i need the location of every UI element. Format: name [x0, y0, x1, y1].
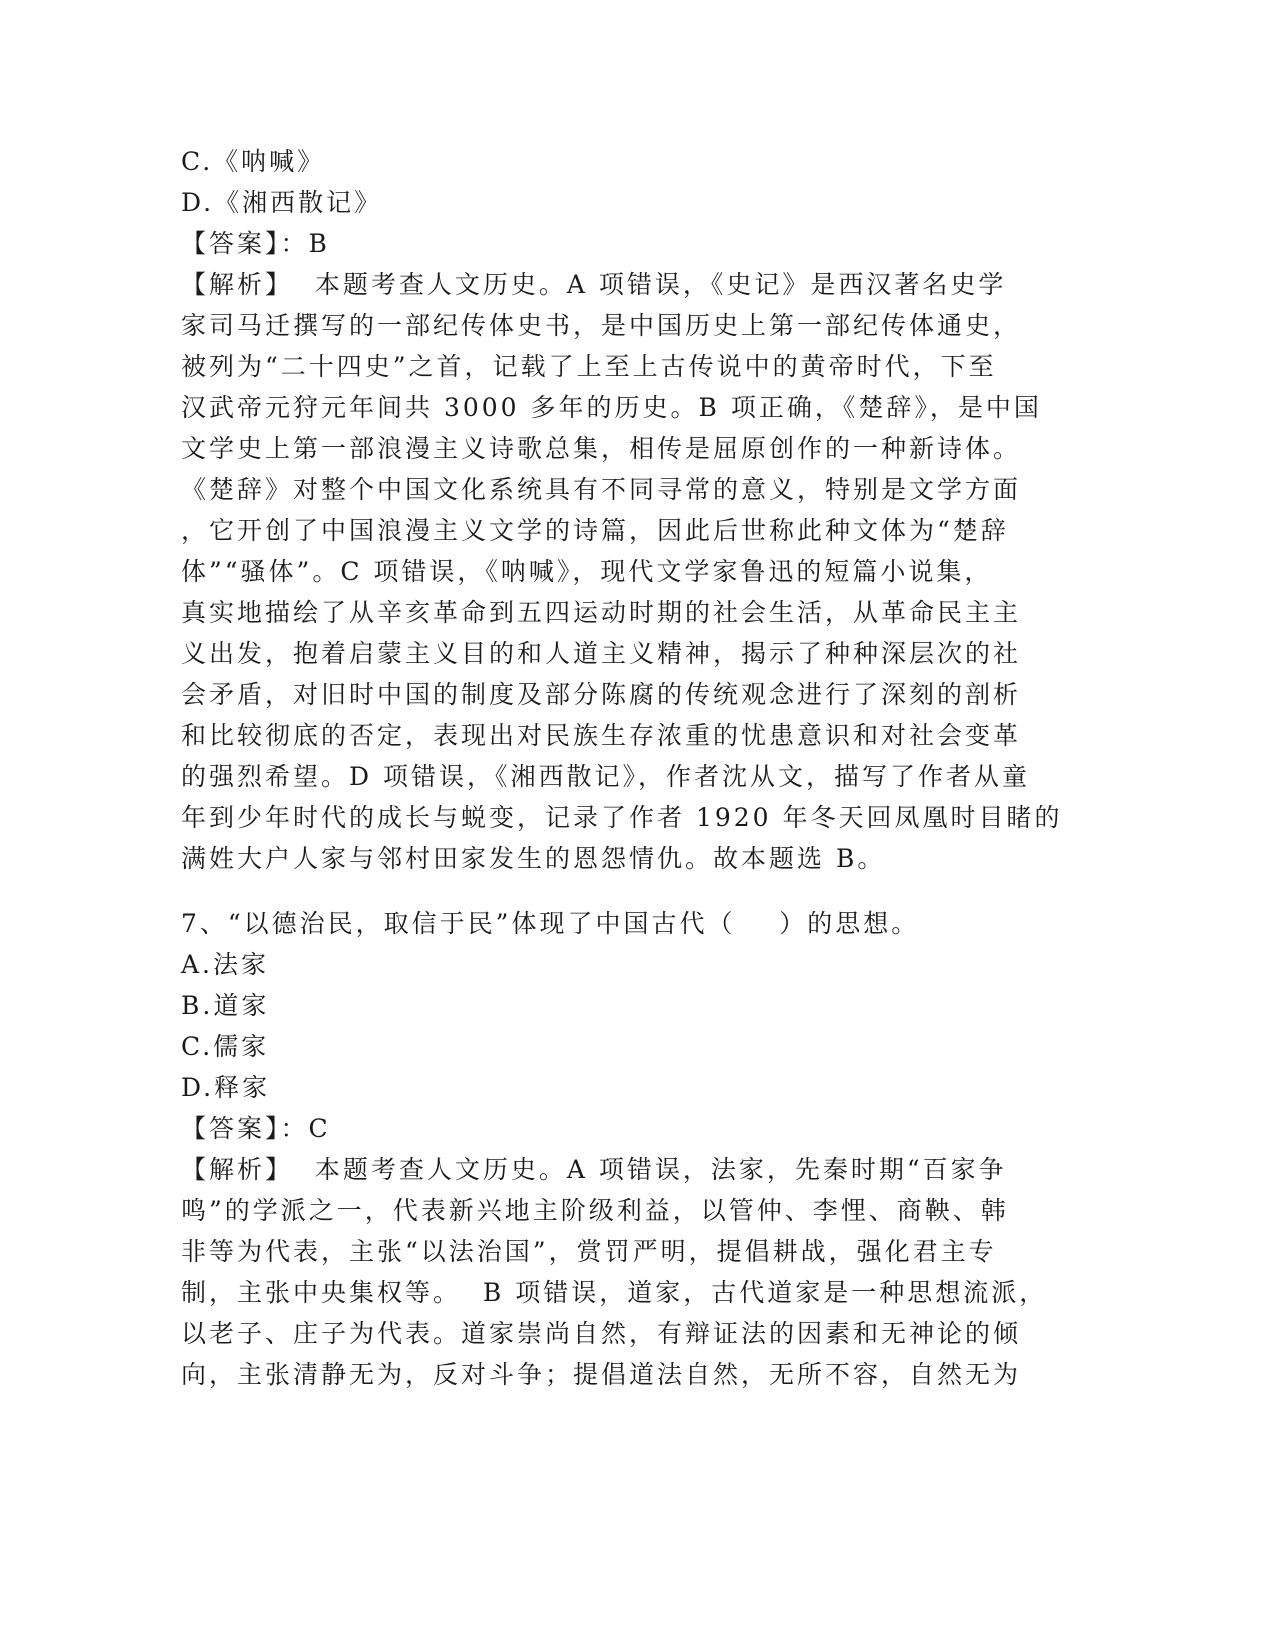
q6-analysis-line: 义出发，抱着启蒙主义目的和人道主义精神，揭示了种种深层次的社	[181, 639, 1022, 668]
q6-option-c: C.《呐喊》	[181, 147, 326, 176]
q7-analysis-line: 制，主张中央集权等。 B 项错误，道家，古代道家是一种思想流派，	[181, 1278, 1048, 1307]
q6-analysis-line: ，它开创了中国浪漫主义文学的诗篇，因此后世称此种文体为“楚辞	[181, 516, 1009, 545]
q6-option-d: D.《湘西散记》	[181, 188, 383, 217]
q6-analysis-line: 年到少年时代的成长与蜕变，记录了作者 1920 年冬天回凤凰时目睹的	[181, 803, 1063, 832]
q6-analysis-line: 文学史上第一部浪漫主义诗歌总集，相传是屈原创作的一种新诗体。	[181, 434, 1022, 463]
q6-analysis-line: 和比较彻底的否定，表现出对民族生存浓重的忧患意识和对社会变革	[181, 721, 1022, 750]
q7-analysis-line: 向，主张清静无为，反对斗争；提倡道法自然，无所不容，自然无为	[181, 1360, 1022, 1389]
q6-analysis-line: 家司马迁撰写的一部纪传体史书，是中国历史上第一部纪传体通史，	[181, 311, 1022, 340]
q6-analysis-line: 满姓大户人家与邻村田家发生的恩怨情仇。故本题选 B。	[181, 844, 886, 873]
q6-analysis-line: 的强烈希望。D 项错误，《湘西散记》，作者沈从文，描写了作者从童	[181, 762, 1030, 791]
q6-analysis-line: 真实地描绘了从辛亥革命到五四运动时期的社会生活，从革命民主主	[181, 598, 1022, 627]
q7-analysis-line: 鸣”的学派之一，代表新兴地主阶级利益，以管仲、李悝、商鞅、韩	[181, 1196, 1009, 1225]
q6-analysis-line: 体”“骚体”。C 项错误，《呐喊》，现代文学家鲁迅的短篇小说集，	[181, 557, 993, 586]
q7-option-a: A.法家	[181, 950, 270, 979]
q7-option-b: B.道家	[181, 991, 270, 1020]
q6-analysis-line: 被列为“二十四史”之首，记载了上至上古传说中的黄帝时代，下至	[181, 352, 997, 381]
q7-answer: 【答案】：C	[181, 1114, 331, 1143]
q7-option-c: C.儒家	[181, 1032, 270, 1061]
q7-question: 7、“以德治民，取信于民”体现了中国古代（ ）的思想。	[181, 909, 920, 938]
q6-analysis-line: 《楚辞》对整个中国文化系统具有不同寻常的意义，特别是文学方面	[181, 475, 1022, 504]
q7-analysis-line: 非等为代表，主张“以法治国”，赏罚严明，提倡耕战，强化君主专	[181, 1237, 997, 1266]
q6-analysis-line: 汉武帝元狩元年间共 3000 多年的历史。B 项正确，《楚辞》，是中国	[181, 393, 1042, 422]
q7-analysis-line: 【解析】 本题考查人文历史。A 项错误，法家，先秦时期“百家争	[181, 1155, 1007, 1184]
q7-analysis-line: 以老子、庄子为代表。道家崇尚自然，有辩证法的因素和无神论的倾	[181, 1319, 1022, 1348]
q7-option-d: D.释家	[181, 1073, 271, 1102]
q6-answer: 【答案】：B	[181, 229, 330, 258]
q6-analysis-line: 【解析】 本题考查人文历史。A 项错误，《史记》是西汉著名史学	[181, 270, 1007, 299]
q6-analysis-line: 会矛盾，对旧时中国的制度及部分陈腐的传统观念进行了深刻的剖析	[181, 680, 1022, 709]
